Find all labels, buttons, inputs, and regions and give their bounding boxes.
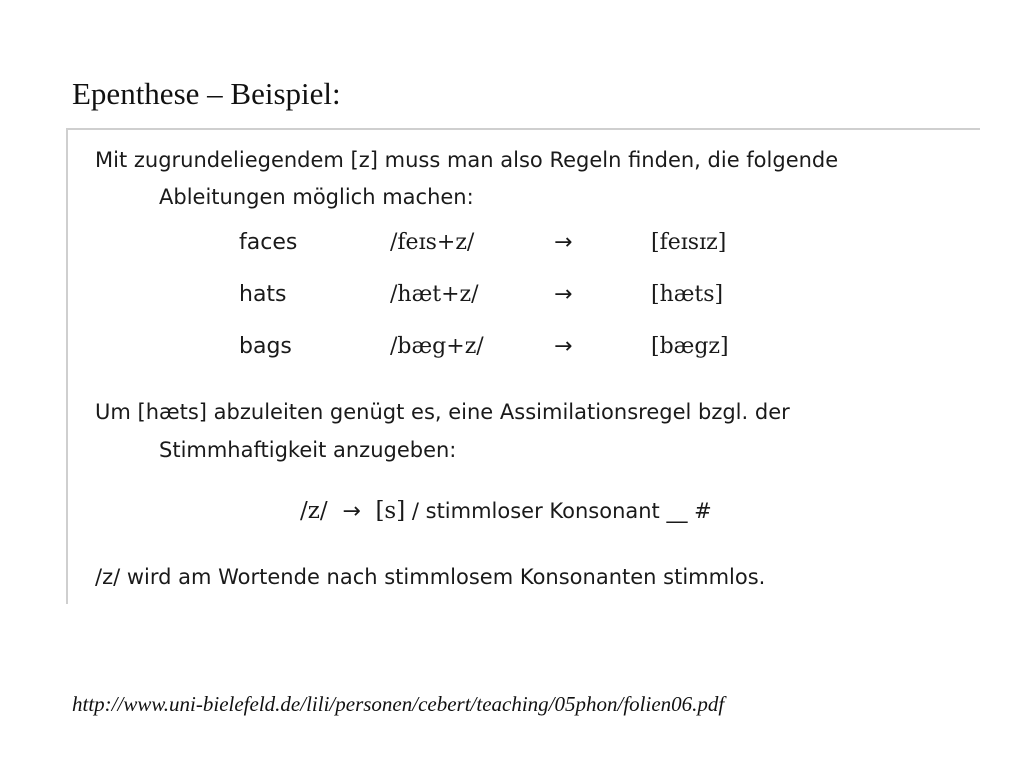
rule-arrow-icon: → xyxy=(342,499,361,524)
intro-text-line-2: Ableitungen möglich machen: xyxy=(159,185,474,209)
rule-input: /z/ xyxy=(300,498,328,524)
intro-text-line-1: Mit zugrundeliegendem [z] muss man also Regeln finden, die folgende xyxy=(95,148,839,172)
example-surface-form: [hæts] xyxy=(651,282,724,307)
derivation-arrow-icon: → xyxy=(554,334,573,359)
example-underlying-form: /feɪs+z/ xyxy=(390,230,475,255)
example-word: bags xyxy=(239,334,292,359)
conclusion-text: /z/ wird am Wortende nach stimmlosem Konsonanten stimmlos. xyxy=(95,565,766,589)
derivation-arrow-icon: → xyxy=(554,282,573,307)
source-url[interactable]: http://www.uni-bielefeld.de/lili/personen/cebert/teaching/05phon/folien06.pdf xyxy=(72,692,725,716)
rule-output: [s] xyxy=(375,498,406,524)
example-row-faces xyxy=(68,232,980,262)
assimilation-text-line-1: Um [hæts] abzuleiten genügt es, eine Assimilationsregel bzgl. der xyxy=(95,400,790,424)
rule-environment: / stimmloser Konsonant __ # xyxy=(411,499,712,523)
assimilation-rule xyxy=(300,500,712,523)
example-word: hats xyxy=(239,282,287,307)
example-row-bags xyxy=(68,336,980,366)
slide-title: Epenthese – Beispiel: xyxy=(72,76,341,111)
derivation-arrow-icon: → xyxy=(554,230,573,255)
example-underlying-form: /bæg+z/ xyxy=(390,334,484,359)
example-surface-form: [bægz] xyxy=(651,334,729,359)
lecture-excerpt xyxy=(66,128,980,604)
example-surface-form: [feɪsɪz] xyxy=(651,230,727,255)
assimilation-text-line-2: Stimmhaftigkeit anzugeben: xyxy=(159,438,457,462)
example-word: faces xyxy=(239,230,298,255)
example-row-hats xyxy=(68,284,980,314)
example-underlying-form: /hæt+z/ xyxy=(390,282,479,307)
